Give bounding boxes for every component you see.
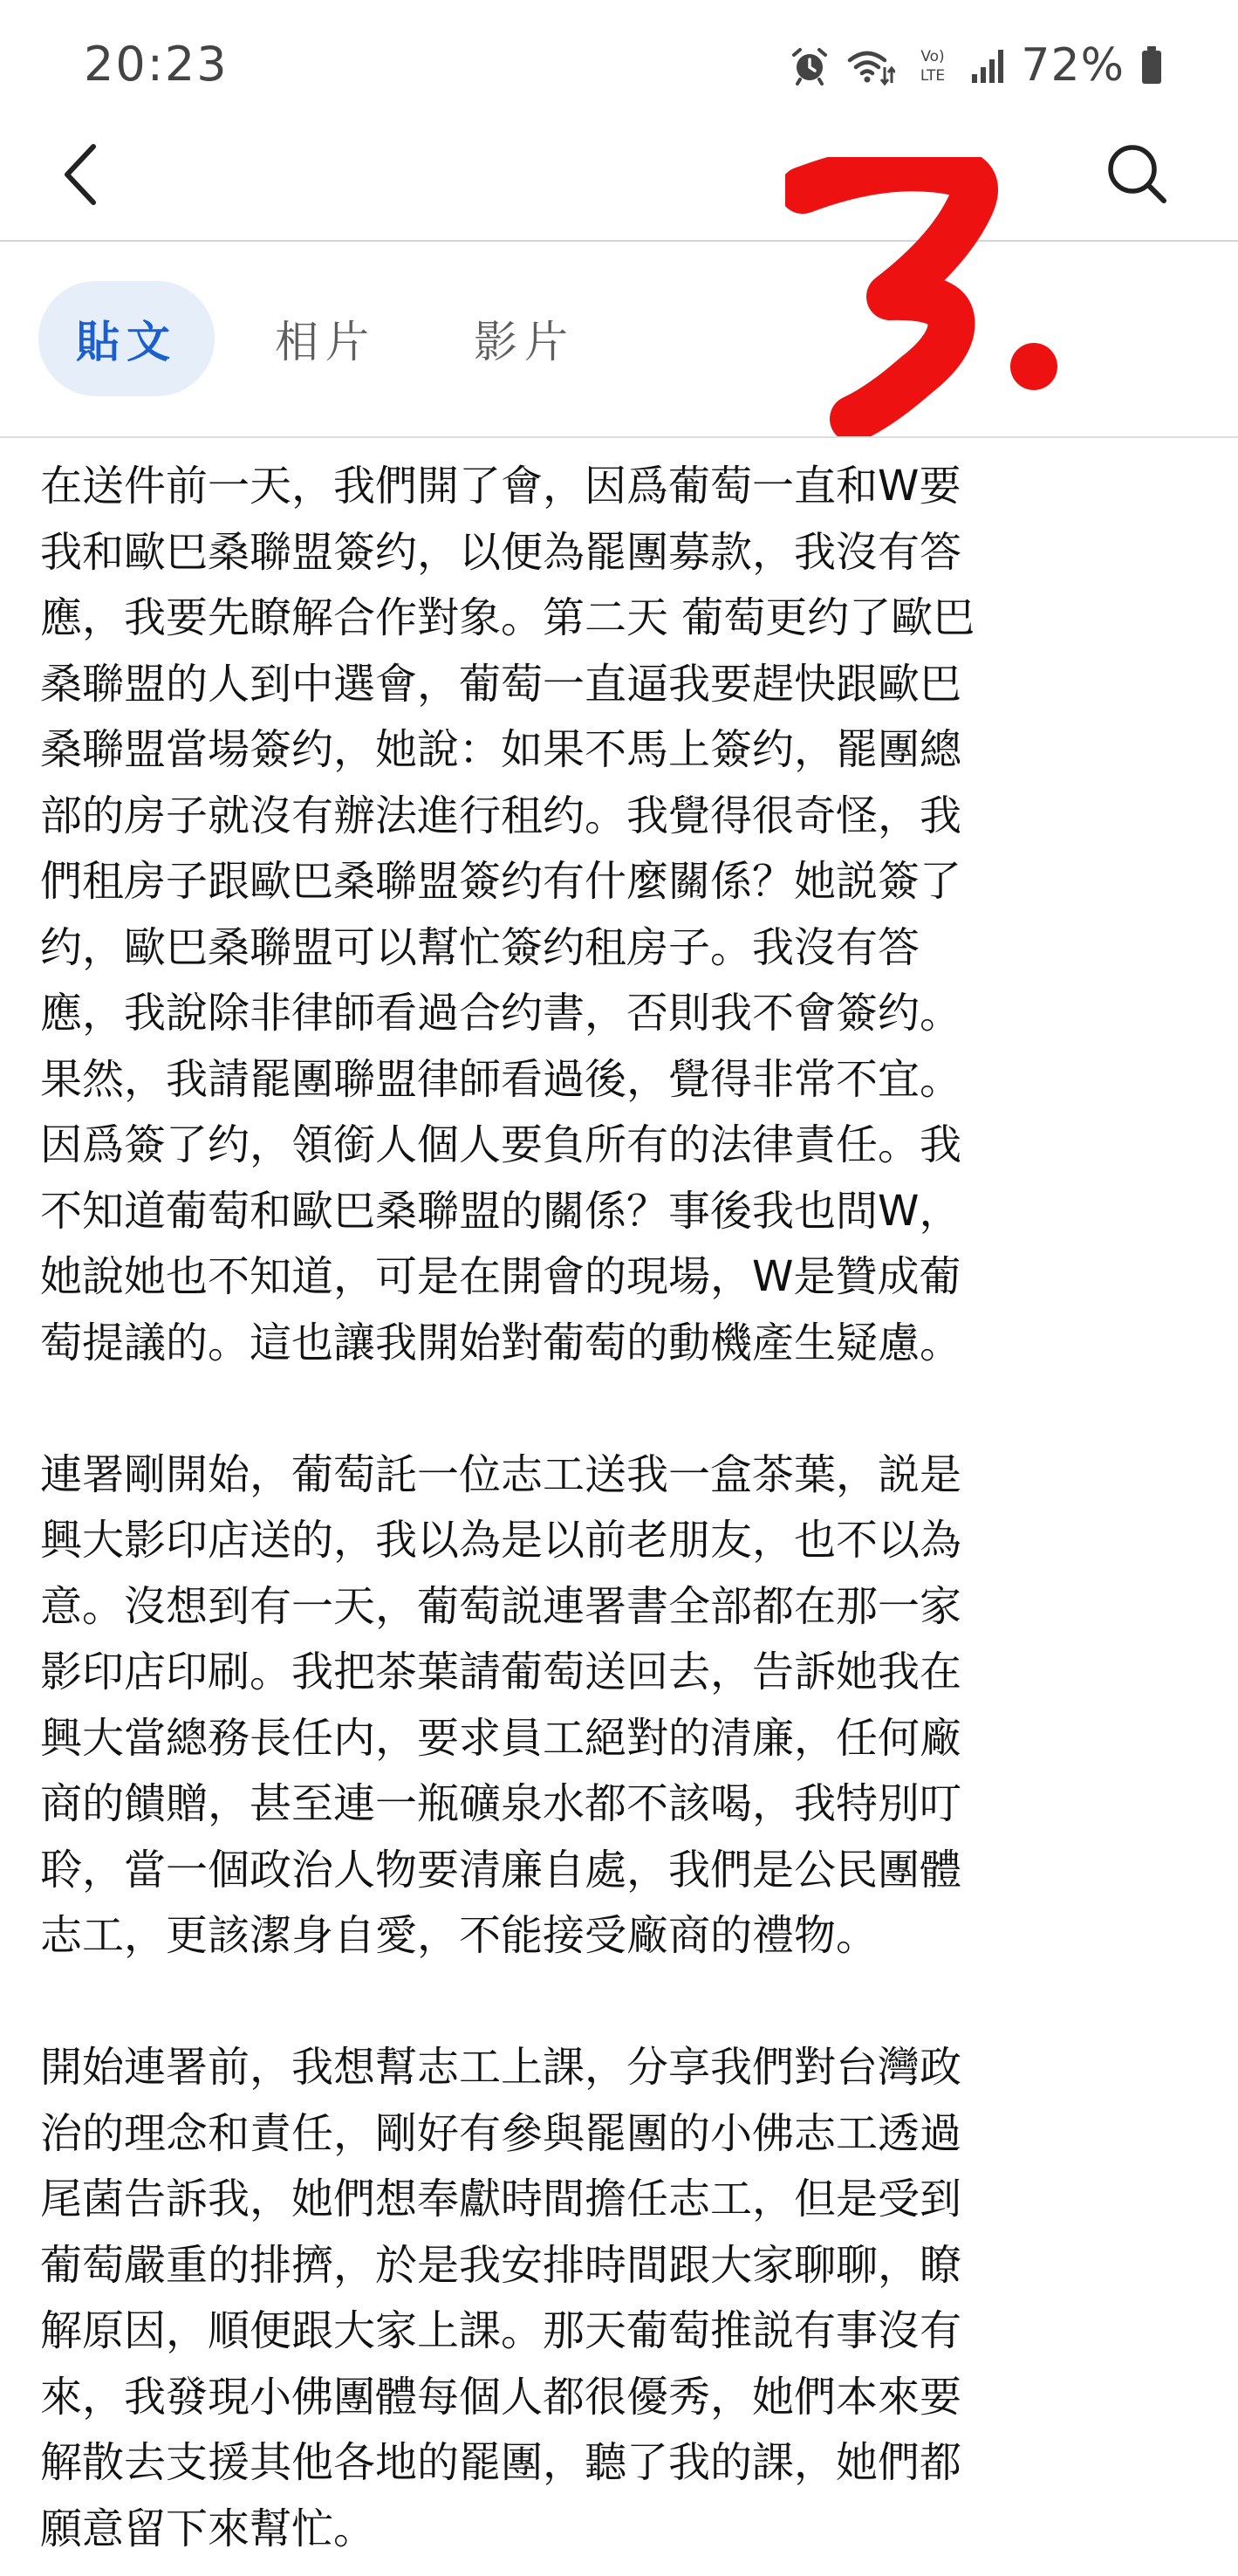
volte-top-text: Vo) <box>920 48 946 65</box>
volte-bottom-text: LTE <box>920 67 946 85</box>
signal-icon <box>970 46 1005 85</box>
tab-videos[interactable]: 影片 <box>474 317 575 367</box>
wifi-icon <box>846 45 895 86</box>
battery-percent: 72% <box>1021 39 1125 92</box>
tab-posts[interactable]: 貼文 <box>38 281 215 396</box>
search-icon <box>1105 141 1171 208</box>
post-paragraph: 連署剛開始，葡萄託一位志工送我一盒茶葉，説是 興大影印店送的，我以為是以前老朋友，也不以為 意。沒想到有一天，葡萄説連署書全部都在那一家 影印店印刷。我把茶葉請葡萄送回去，告訴她我在 興大當總務長任内，要求員工絕對的清廉，任何廠 商的饋贈，甚至連一瓶礦泉水都不該喝，我特別叮 聆，當一個政治人物要清廉自處，我們是公民團體 志工，更該潔身自愛，不能接受廠商的禮物。 <box>40 1449 962 1960</box>
battery-icon <box>1140 45 1163 86</box>
handwritten-number-3-mark <box>785 157 1082 436</box>
volte-icon <box>911 44 954 87</box>
post-paragraph: 開始連署前，我想幫志工上課，分享我們對台灣政 治的理念和責任，剛好有參與罷團的小佛志工透過 尾菌告訴我，她們想奉獻時間擔任志工，但是受到 葡萄嚴重的排擠，於是我安排時間跟大家聊聊，瞭 解原因，順便跟大家上課。那天葡萄推説有事沒有 來，我發現小佛團體每個人都很優秀，她們本來要 解散去支援其他各地的罷團，聽了我的課，她們都 願意留下來幫忙。 <box>40 2043 962 2553</box>
status-icons <box>789 35 1163 96</box>
status-bar <box>0 0 1238 131</box>
alarm-icon <box>789 45 831 86</box>
chevron-left-icon <box>58 140 102 209</box>
post-paragraph: 在送件前一天，我們開了會，因爲葡萄一直和W要 我和歐巴桑聯盟簽约，以便為罷團募款，我沒有答 應，我要先瞭解合作對象。第二天 葡萄更约了歐巴 桑聯盟的人到中選會，葡萄一直逼我要趕快跟歐巴 桑聯盟當場簽约，她說：如果不馬上簽约，罷團總 部的房子就沒有辦法進行租约。我覺得很奇怪，我 們租房子跟歐巴桑聯盟簽约有什麼關係？她説簽了 约，歐巴桑聯盟可以幫忙簽约租房子。我沒有答 應，我說除非律師看過合约書，否則我不會簽约。 果然，我請罷團聯盟律師看過後，覺得非常不宜。 因爲簽了约，領銜人個人要負所有的法律責任。我 不知道葡萄和歐巴桑聯盟的關係？事後我也問W， 她說她也不知道，可是在開會的現場，W是贊成葡 萄提議的。這也讓我開始對葡萄的動機產生疑慮。 <box>40 462 975 1367</box>
search-button[interactable] <box>1098 131 1177 218</box>
status-time: 20:23 <box>84 37 229 92</box>
tab-photos[interactable]: 相片 <box>275 317 376 367</box>
post-body <box>40 454 1209 2562</box>
back-button[interactable] <box>45 131 115 218</box>
